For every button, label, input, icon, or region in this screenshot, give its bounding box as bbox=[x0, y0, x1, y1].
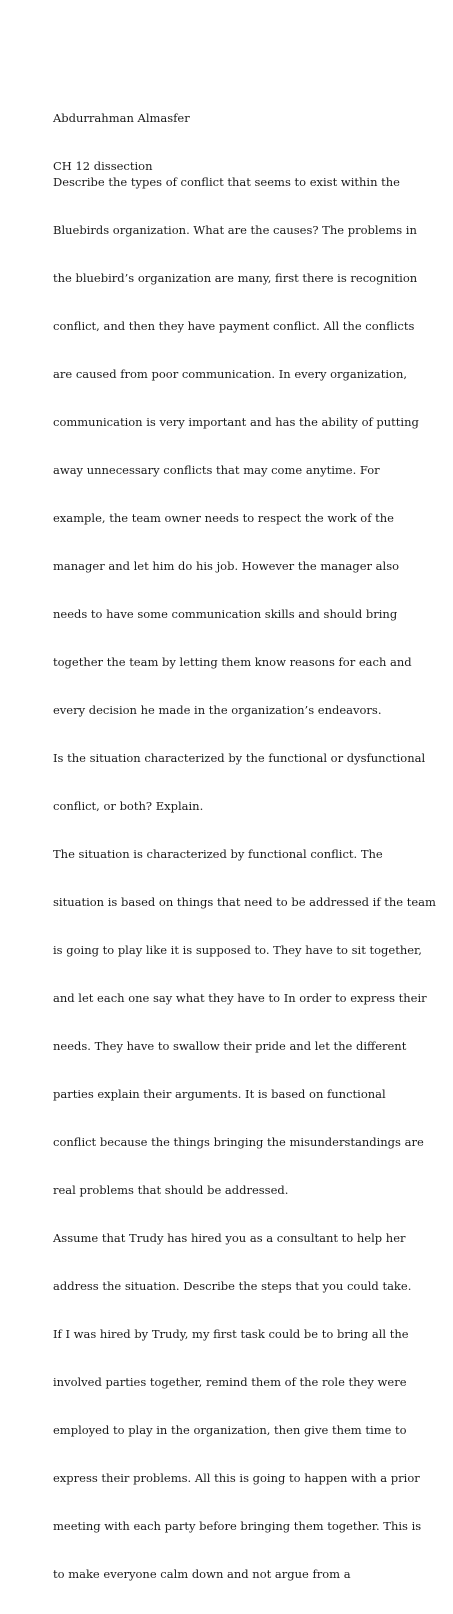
body-line: to make everyone calm down and not argue from a bbox=[53, 1567, 351, 1581]
body-line: together the team by letting them know reasons for each and bbox=[53, 655, 412, 669]
body-line: away unnecessary conflicts that may come anytime. For bbox=[53, 463, 380, 477]
body-line: Is the situation characterized by the functional or dysfunctional bbox=[53, 751, 426, 765]
body-line: example, the team owner needs to respect the work of the bbox=[53, 511, 394, 525]
body-line: and let each one say what they have to In order to express their bbox=[53, 991, 427, 1005]
body-line: involved parties together, remind them of the role they were bbox=[53, 1375, 407, 1389]
body-line: Bluebirds organization. What are the causes? The problems in bbox=[53, 223, 417, 237]
body-line: conflict because the things bringing the misunderstandings are bbox=[53, 1135, 424, 1149]
body-line: are caused from poor communication. In every organization, bbox=[53, 367, 408, 381]
body-line: Assume that Trudy has hired you as a consultant to help her bbox=[53, 1231, 406, 1245]
body-line: The situation is characterized by functional conflict. The bbox=[53, 847, 383, 861]
document-body bbox=[53, 142, 453, 1614]
body-line: communication is very important and has the ability of putting bbox=[53, 415, 419, 429]
body-line: situation is based on things that need to be addressed if the team bbox=[53, 895, 436, 909]
body-line: employed to play in the organization, then give them time to bbox=[53, 1423, 407, 1437]
body-line: Describe the types of conflict that seems to exist within the bbox=[53, 175, 400, 189]
body-line: needs. They have to swallow their pride and let the different bbox=[53, 1039, 407, 1053]
body-line: conflict, or both? Explain. bbox=[53, 799, 204, 813]
body-line: needs to have some communication skills and should bring bbox=[53, 607, 398, 621]
body-line: express their problems. All this is going to happen with a prior bbox=[53, 1471, 420, 1485]
author-name: Abdurrahman Almasfer bbox=[53, 111, 190, 125]
body-line: manager and let him do his job. However the manager also bbox=[53, 559, 400, 573]
body-line: address the situation. Describe the steps that you could take. bbox=[53, 1279, 412, 1293]
body-line: every decision he made in the organization’s endeavors. bbox=[53, 703, 382, 717]
body-line: the bluebird’s organization are many, first there is recognition bbox=[53, 271, 418, 285]
body-line: meeting with each party before bringing them together. This is bbox=[53, 1519, 422, 1533]
document-subtitle: CH 12 dissection bbox=[53, 159, 153, 173]
body-line: parties explain their arguments. It is based on functional bbox=[53, 1087, 386, 1101]
body-line: is going to play like it is supposed to. They have to sit together, bbox=[53, 943, 422, 957]
body-line: real problems that should be addressed. bbox=[53, 1183, 289, 1197]
body-line: If I was hired by Trudy, my first task could be to bring all the bbox=[53, 1327, 409, 1341]
body-line: conflict, and then they have payment conflict. All the conflicts bbox=[53, 319, 415, 333]
